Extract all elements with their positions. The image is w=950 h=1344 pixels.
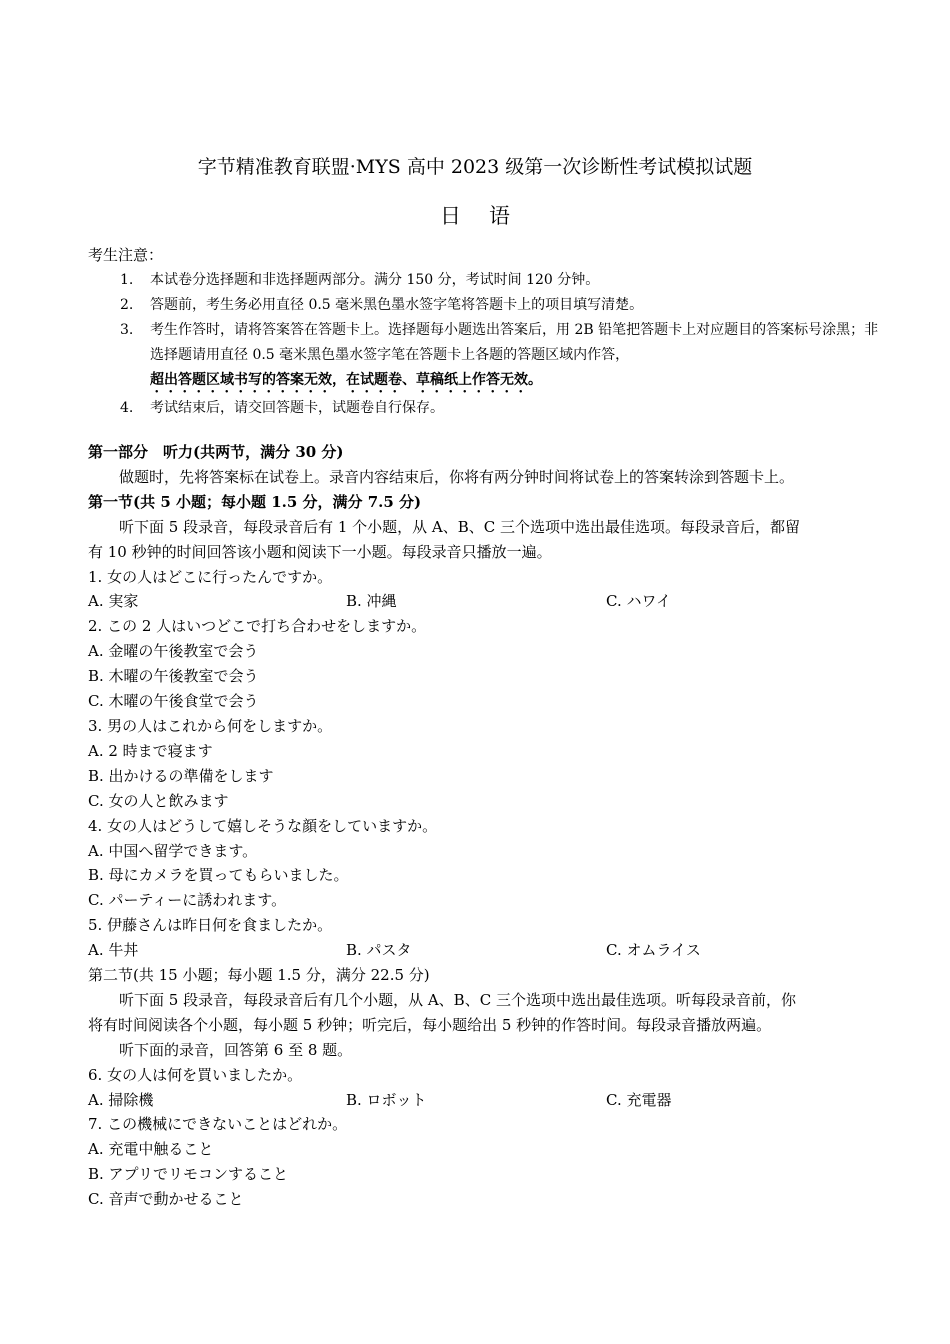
notice-item [120, 318, 880, 396]
option-c: C. 女の人と飲みます [88, 791, 229, 810]
option-row [88, 1088, 868, 1113]
notice-number: 2. [120, 297, 134, 313]
option-b: B. 母にカメラを買ってもらいました。 [88, 866, 349, 885]
question-stem: 3. 男の人はこれから何をしますか。 [88, 716, 333, 735]
question-stem: 5. 伊藤さんは昨日何を食ましたか。 [88, 916, 333, 935]
question-stem: 7. この機械にできないことはどれか。 [88, 1115, 348, 1134]
notice-item [120, 268, 880, 293]
section2-instruction-cont: 将有时间阅读各个小题，每小题 5 秒钟；听完后，每小题给出 5 秒钟的作答时间。每段录音播放两遍。 [88, 1015, 772, 1034]
option-c: C. オムライス [606, 941, 701, 960]
question-stem: 4. 女の人はどうして嬉しそうな顔をしていますか。 [88, 816, 438, 835]
notice-number: 1. [120, 272, 134, 288]
exam-body [88, 440, 868, 1212]
part1-heading: 第一部分 听力(共两节，满分 30 分) [88, 443, 344, 461]
option-c: C. 充電器 [606, 1090, 672, 1109]
option-row [88, 938, 868, 963]
option-c: C. 木曜の午後食堂で会う [88, 692, 259, 711]
notice-text: 答题前，考生务必用直径 0.5 毫米黑色墨水签字笔将答题卡上的项目填写清楚。 [150, 297, 644, 313]
option-b: B. パスタ [346, 941, 412, 960]
exam-title: 字节精准教育联盟·MYS 高中 2023 级第一次诊断性考试模拟试题 [197, 156, 753, 178]
notice-number: 3. [120, 322, 134, 338]
option-a: A. 中国へ留学できます。 [88, 841, 258, 860]
part1-instruction: 做题时，先将答案标在试卷上。录音内容结束后，你将有两分钟时间将试卷上的答案转涂到答题卡上。 [119, 467, 795, 486]
option-a: A. 実家 [88, 592, 139, 611]
section1-instruction: 听下面 5 段录音，每段录音后有 1 个小题，从 A、B、C 三个选项中选出最佳选项。每段录音后，都留 [119, 517, 801, 536]
option-a: A. 牛丼 [88, 941, 139, 960]
notice-item [120, 293, 880, 318]
notice-heading: 考生注意： [88, 246, 164, 264]
notice-text: 考试结束后，请交回答题卡，试题卷自行保存。 [150, 400, 444, 416]
subject-title: 日语 [440, 204, 538, 228]
option-c: C. ハワイ [606, 592, 672, 611]
notice-item [120, 396, 880, 421]
option-b: B. 冲縄 [346, 592, 397, 611]
option-b: B. ロボット [346, 1090, 427, 1109]
option-b: B. アプリでリモコンすること [88, 1165, 288, 1184]
section2-instruction: 听下面 5 段录音，每段录音后有几个小题，从 A、B、C 三个选项中选出最佳选项。听每段录音前，你 [119, 990, 796, 1009]
option-a: A. 2 時まで寝ます [88, 741, 213, 760]
option-a: A. 金曜の午後教室で会う [88, 642, 259, 661]
option-a: A. 掃除機 [88, 1090, 154, 1109]
option-c: C. 音声で動かせること [88, 1190, 244, 1209]
section2-heading: 第二节(共 15 小题；每小题 1.5 分，满分 22.5 分) [88, 966, 430, 985]
notice-list [120, 268, 880, 421]
notice-text: 本试卷分选择题和非选择题两部分。满分 150 分，考试时间 120 分钟。 [150, 272, 600, 288]
section2-sub-instruction: 听下面的录音，回答第 6 至 8 题。 [119, 1040, 353, 1059]
option-a: A. 充電中触ること [88, 1140, 214, 1159]
question-stem: 6. 女の人は何を買いましたか。 [88, 1065, 303, 1084]
option-b: B. 木曜の午後教室で会う [88, 667, 259, 686]
option-b: B. 出かけるの準備をします [88, 766, 274, 785]
option-row [88, 589, 868, 614]
notice-number: 4. [120, 400, 134, 416]
section1-heading: 第一节(共 5 小题；每小题 1.5 分，满分 7.5 分) [88, 492, 422, 511]
option-c: C. パーティーに誘われます。 [88, 891, 287, 910]
question-stem: 2. この 2 人はいつどこで打ち合わせをしますか。 [88, 617, 427, 636]
notice-text: 考生作答时，请将答案答在答题卡上。选择题每小题选出答案后，用 2B 铅笔把答题卡上对应题目的答案标号涂黑；非选择题请用直径 0.5 毫米黑色墨水签字笔在答题卡上各题的答题区域内作答， [150, 322, 879, 363]
notice-emphasis-text: 超出答题区域书写的答案无效，在试题卷、草稿纸上作答无效。 [150, 372, 542, 388]
section1-instruction-cont: 有 10 秒钟的时间回答该小题和阅读下一小题。每段录音只播放一遍。 [88, 542, 552, 561]
question-stem: 1. 女の人はどこに行ったんですか。 [88, 567, 333, 586]
notice-text-group [150, 318, 880, 396]
